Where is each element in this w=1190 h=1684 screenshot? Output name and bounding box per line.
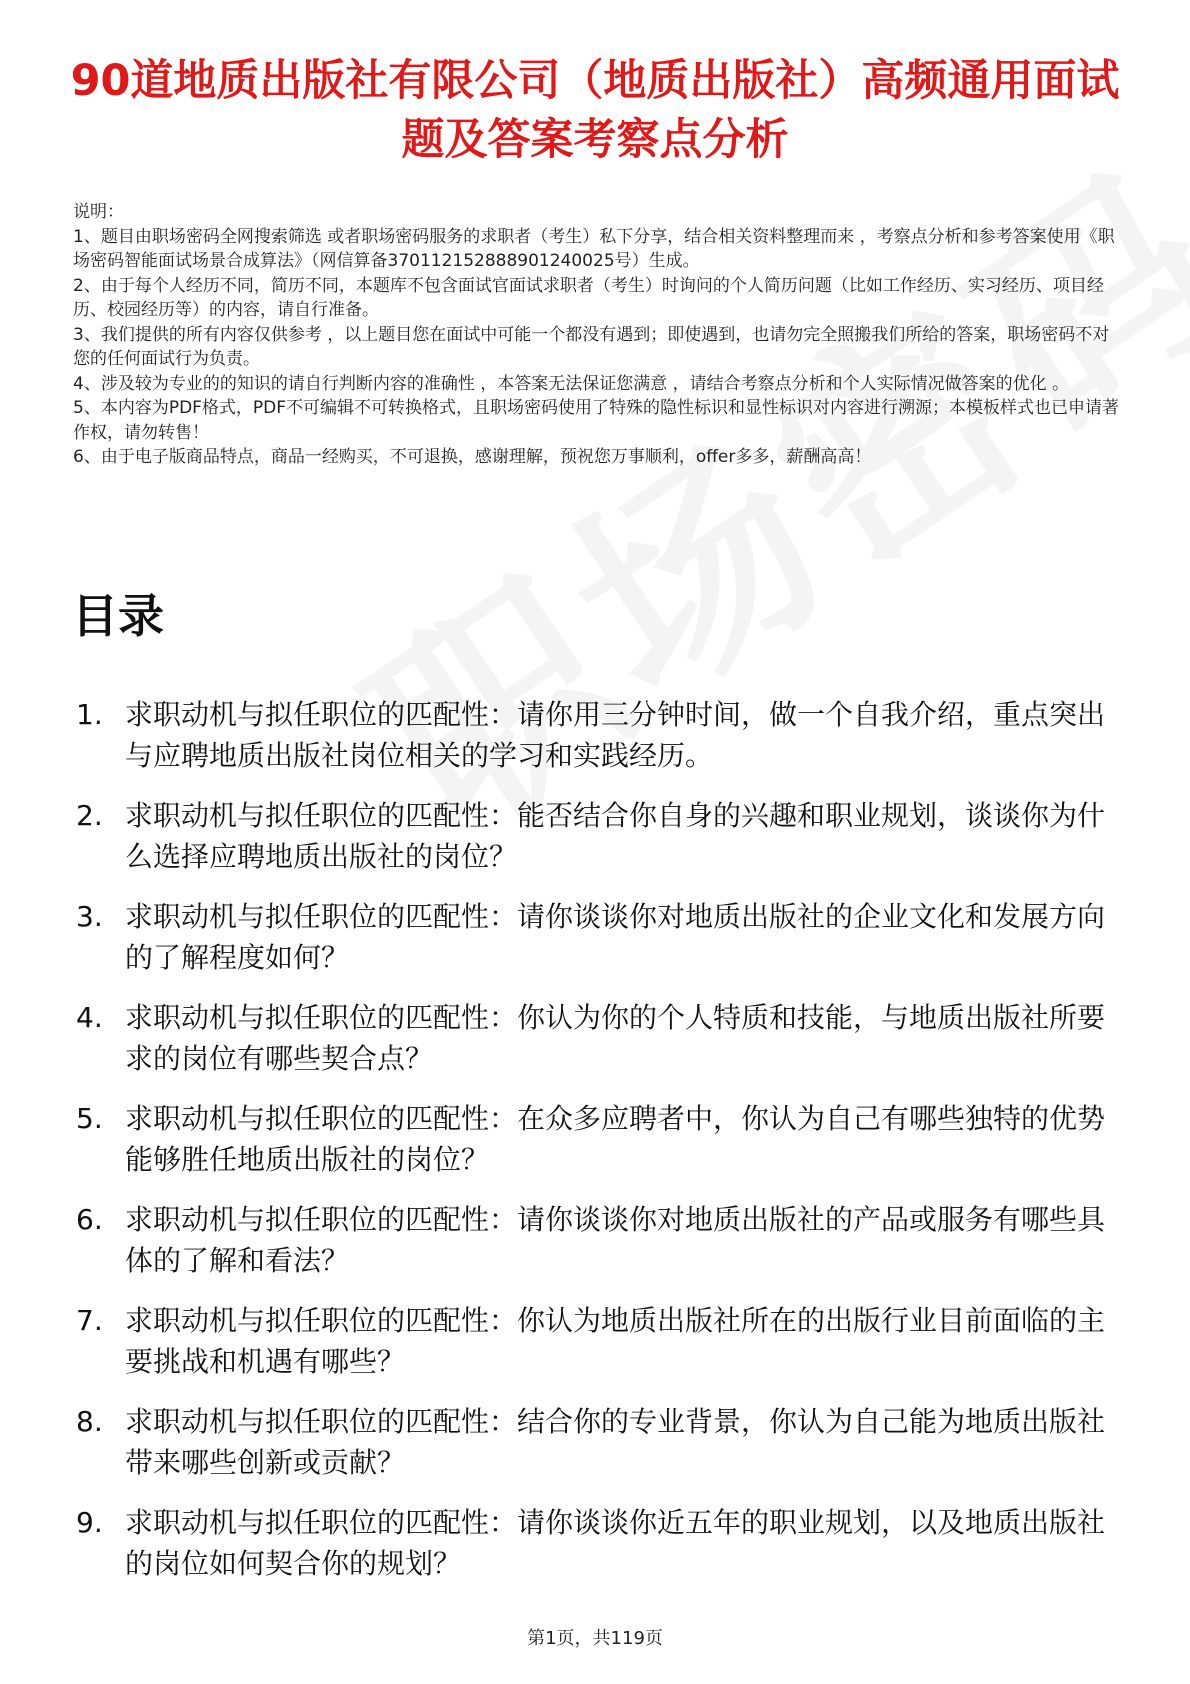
toc-item-text: 求职动机与拟任职位的匹配性：你认为你的个人特质和技能，与地质出版社所要求的岗位有哪些契合点？	[125, 1001, 1106, 1075]
toc-item-number: 1.	[76, 698, 103, 731]
toc-item-text: 求职动机与拟任职位的匹配性：在众多应聘者中，你认为自己有哪些独特的优势能够胜任地质出版社的岗位？	[125, 1102, 1106, 1176]
note-line: 6、由于电子版商品特点，商品一经购买，不可退换，感谢理解，预祝您万事顺利，offer多多，薪酬高高！	[73, 447, 872, 467]
toc-item-text: 求职动机与拟任职位的匹配性：请你谈谈你近五年的职业规划，以及地质出版社的岗位如何契合你的规划？	[125, 1506, 1106, 1580]
toc-item[interactable]	[72, 694, 1122, 776]
toc-item-text: 求职动机与拟任职位的匹配性：结合你的专业背景，你认为自己能为地质出版社带来哪些创新或贡献？	[125, 1405, 1106, 1479]
toc-item-text: 求职动机与拟任职位的匹配性：请你谈谈你对地质出版社的产品或服务有哪些具体的了解和看法？	[125, 1203, 1106, 1277]
toc-item-text: 求职动机与拟任职位的匹配性：你认为地质出版社所在的出版行业目前面临的主要挑战和机遇有哪些？	[125, 1304, 1106, 1378]
toc-item-number: 9.	[76, 1506, 103, 1539]
note-line: 5、本内容为PDF格式，PDF不可编辑不可转换格式，且职场密码使用了特殊的隐性标识和显性标识对内容进行溯源；本模板样式也已申请著作权，请勿转售！	[73, 398, 1120, 443]
document-title: 90道地质出版社有限公司（地质出版社）高频通用面试题及答案考察点分析	[70, 56, 1120, 165]
toc-item-number: 2.	[76, 799, 103, 832]
toc-item-number: 3.	[76, 900, 103, 933]
note-line: 1、题目由职场密码全网搜索筛选 或者职场密码服务的求职者（考生）私下分享，结合相关资料整理而来 ，考察点分析和参考答案使用《职场密码智能面试场景合成算法》（网信算备370112152888901240025号）生成。	[73, 226, 1115, 271]
toc-item[interactable]	[72, 997, 1122, 1079]
page-footer: 第1页，共119页	[527, 1628, 663, 1649]
toc-item[interactable]	[72, 1502, 1122, 1584]
toc-item-number: 6.	[76, 1203, 103, 1236]
toc-item-number: 8.	[76, 1405, 103, 1438]
toc-item-number: 7.	[76, 1304, 103, 1337]
toc-list	[72, 694, 1122, 1603]
toc-item-text: 求职动机与拟任职位的匹配性：请你用三分钟时间，做一个自我介绍，重点突出与应聘地质出版社岗位相关的学习和实践经历。	[125, 698, 1106, 772]
toc-item[interactable]	[72, 896, 1122, 978]
note-line: 3、我们提供的所有内容仅供参考 ，以上题目您在面试中可能一个都没有遇到；即使遇到，也请勿完全照搬我们所给的答案，职场密码不对您的任何面试行为负责。	[73, 324, 1110, 369]
toc-item[interactable]	[72, 1401, 1122, 1483]
toc-item[interactable]	[72, 1199, 1122, 1281]
toc-item-text: 求职动机与拟任职位的匹配性：能否结合你自身的兴趣和职业规划，谈谈你为什么选择应聘地质出版社的岗位？	[125, 799, 1106, 873]
toc-item[interactable]	[72, 1098, 1122, 1180]
notes-heading: 说明：	[73, 202, 124, 222]
toc-item-number: 4.	[76, 1001, 103, 1034]
toc-item[interactable]	[72, 795, 1122, 877]
notes-section	[73, 200, 1123, 470]
toc-item-number: 5.	[76, 1102, 103, 1135]
toc-heading: 目录	[72, 589, 164, 643]
toc-item[interactable]	[72, 1300, 1122, 1382]
toc-item-text: 求职动机与拟任职位的匹配性：请你谈谈你对地质出版社的企业文化和发展方向的了解程度如何？	[125, 900, 1106, 974]
note-line: 2、由于每个人经历不同，简历不同，本题库不包含面试官面试求职者（考生）时询问的个人简历问题（比如工作经历、实习经历、项目经历、校园经历等）的内容，请自行准备。	[73, 275, 1104, 320]
note-line: 4、涉及较为专业的的知识的请自行判断内容的准确性 ，本答案无法保证您满意 ，请结合考察点分析和个人实际情况做答案的优化 。	[73, 373, 1070, 394]
